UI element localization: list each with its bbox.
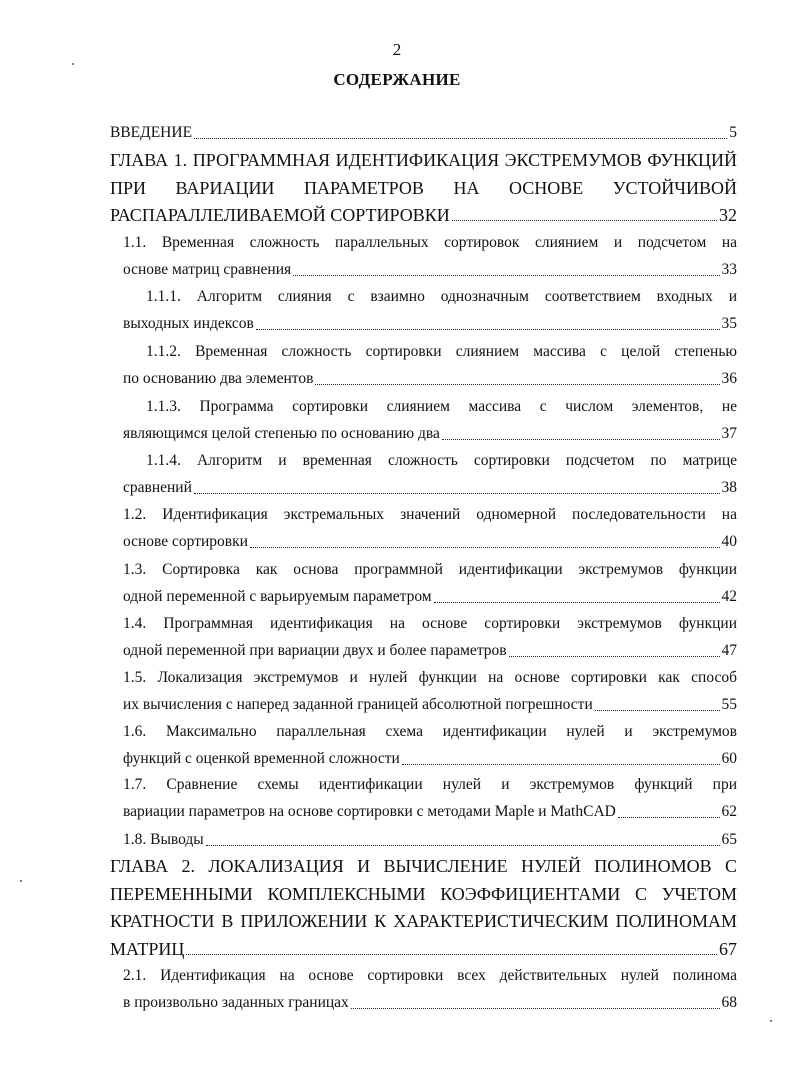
toc-page-number: 5 <box>729 124 737 141</box>
toc-entry[interactable] <box>0 394 737 450</box>
toc-entry[interactable] <box>0 557 737 613</box>
dot-leader <box>186 954 717 955</box>
toc-entry-last-line <box>123 421 737 447</box>
toc-entry-text: выходных индексов <box>123 315 254 333</box>
toc-entry-last-line <box>110 202 737 228</box>
dot-leader <box>250 547 720 548</box>
toc-entry[interactable] <box>0 120 737 149</box>
toc-entry-text: их вычисления с наперед заданной границей абсолютной погрешности <box>123 696 593 714</box>
toc-entry-text: 1.8. Выводы <box>123 831 204 848</box>
toc-entry-line <box>110 853 737 879</box>
toc-entry-text: ГЛАВА 1. ПРОГРАММНАЯ ИДЕНТИФИКАЦИЯ ЭКСТРЕМУМОВ ФУНКЦИЙ <box>110 150 737 170</box>
toc-entry-line <box>123 772 737 798</box>
toc-page-number: 40 <box>721 533 737 551</box>
toc-entry-last-line <box>123 257 737 283</box>
toc-entry[interactable] <box>0 611 737 667</box>
toc-entry-text: 1.1.3. Программа сортировки слиянием массива с числом элементов, не <box>146 398 737 415</box>
toc-page-number: 33 <box>721 261 737 279</box>
toc-entry[interactable] <box>0 284 737 340</box>
toc-entry-text: 1.1. Временная сложность параллельных сортировок слиянием и подсчетом на <box>123 234 737 251</box>
toc-entry-text: КРАТНОСТИ В ПРИЛОЖЕНИИ К ХАРАКТЕРИСТИЧЕСКИМ ПОЛИНОМАМ <box>110 911 737 931</box>
toc-entry-line <box>146 284 737 310</box>
toc-page-number: 68 <box>721 994 737 1012</box>
toc-entry-text: сравнений <box>123 479 192 497</box>
toc-entry[interactable] <box>0 230 737 286</box>
toc-entry-text: МАТРИЦ <box>110 938 185 959</box>
dot-leader <box>618 817 720 818</box>
toc-page-number: 37 <box>721 425 737 443</box>
scan-speck <box>770 1020 772 1022</box>
dot-leader <box>206 845 720 846</box>
toc-page-number: 35 <box>721 315 737 333</box>
toc-page-number: 60 <box>721 750 737 768</box>
toc-entry-line <box>110 175 737 201</box>
dot-leader <box>315 384 719 385</box>
toc-entry-text: вариации параметров на основе сортировки с методами Maple и MathCAD <box>123 803 616 821</box>
toc-entry-text: ВВЕДЕНИЕ <box>110 124 193 141</box>
toc-entry-text: 1.3. Сортировка как основа программной идентификации экстремумов функции <box>123 561 737 578</box>
toc-entry[interactable] <box>0 665 737 721</box>
toc-entry-text: 2.1. Идентификация на основе сортировки всех действительных нулей полинома <box>123 967 737 984</box>
toc-entry-text: 1.7. Сравнение схемы идентификации нулей и экстремумов функций при <box>123 776 737 793</box>
toc-entry-last-line <box>123 746 737 772</box>
dot-leader <box>293 275 719 276</box>
toc-entry-line <box>123 719 737 745</box>
toc-entry[interactable] <box>0 448 737 504</box>
toc-entry[interactable] <box>0 502 737 558</box>
toc-page-number: 32 <box>719 205 737 225</box>
toc-entry-last-line <box>123 692 737 718</box>
dot-leader <box>595 710 720 711</box>
toc-entry-text: 1.5. Локализация экстремумов и нулей функции на основе сортировки как способ <box>123 669 737 686</box>
toc-entry-line <box>146 394 737 420</box>
toc-entry-line <box>123 502 737 528</box>
toc-entry-text: функций с оценкой временной сложности <box>123 750 400 768</box>
toc-entry-line <box>123 611 737 637</box>
toc-page-number: 38 <box>721 479 737 497</box>
dot-leader <box>194 138 727 139</box>
toc-entry-text: основе матриц сравнения <box>123 261 292 279</box>
toc-entry-last-line <box>123 529 737 555</box>
toc-page-number: 36 <box>721 370 737 388</box>
toc-entry-text: ГЛАВА 2. ЛОКАЛИЗАЦИЯ И ВЫЧИСЛЕНИЕ НУЛЕЙ ПОЛИНОМОВ С <box>110 856 737 876</box>
toc-entry-text: являющимся целой степенью по основанию два <box>123 425 440 443</box>
toc-entry-line <box>110 881 737 907</box>
toc-page-number: 55 <box>721 696 737 714</box>
dot-leader <box>256 329 720 330</box>
scan-speck <box>20 880 22 882</box>
toc-entry-last-line <box>123 990 737 1016</box>
toc-entry-text: 1.2. Идентификация экстремальных значений одномерной последовательности на <box>123 506 737 523</box>
toc-entry[interactable] <box>0 772 737 828</box>
toc-entry[interactable] <box>0 963 737 1019</box>
toc-entry-text: 1.6. Максимально параллельная схема идентификации нулей и экстремумов <box>123 723 737 740</box>
toc-entry-last-line <box>123 799 737 825</box>
toc-entry-chapter[interactable] <box>0 147 737 232</box>
toc-page-number: 65 <box>721 831 737 848</box>
toc-page-number: 47 <box>721 642 737 660</box>
toc-entry-last-line <box>123 827 737 853</box>
dot-leader <box>434 602 720 603</box>
toc-entry-text: РАСПАРАЛЛЕЛИВАЕМОЙ СОРТИРОВКИ <box>110 205 450 225</box>
toc-entry-text: 1.1.2. Временная сложность сортировки слиянием массива с целой степенью <box>146 343 737 360</box>
dot-leader <box>402 764 720 765</box>
scan-speck <box>72 63 74 65</box>
toc-entry-text: 1.4. Программная идентификация на основе сортировки экстремумов функции <box>123 615 737 632</box>
dot-leader <box>442 439 720 440</box>
page-title: СОДЕРЖАНИЕ <box>333 70 461 89</box>
dot-leader <box>452 220 717 221</box>
toc-entry-line <box>123 665 737 691</box>
toc-entry-text: одной переменной с варьируемым параметром <box>123 588 432 606</box>
toc-entry-text: ПЕРЕМЕННЫМИ КОМПЛЕКСНЫМИ КОЭФФИЦИЕНТАМИ С УЧЕТОМ <box>110 883 737 904</box>
toc-entry[interactable] <box>0 827 737 856</box>
toc-entry[interactable] <box>0 719 737 775</box>
toc-entry-last-line <box>123 475 737 501</box>
dot-leader <box>194 493 720 494</box>
dot-leader <box>509 656 720 657</box>
toc-entry-line <box>146 339 737 365</box>
toc-entry-text: ПРИ ВАРИАЦИИ ПАРАМЕТРОВ НА ОСНОВЕ УСТОЙЧИВОЙ <box>110 177 737 198</box>
toc-entry-chapter[interactable] <box>0 853 737 965</box>
toc-entry-last-line <box>123 311 737 337</box>
toc-entry-text: по основанию два элементов <box>123 370 314 388</box>
toc-page-number: 42 <box>721 588 737 606</box>
toc-entry-line <box>123 557 737 583</box>
page-number: 2 <box>392 40 402 59</box>
toc-entry-text: в произвольно заданных границах <box>123 994 349 1012</box>
toc-entry-text: основе сортировки <box>123 533 248 551</box>
toc-entry-text: 1.1.1. Алгоритм слияния с взаимно однозначным соответствием входных и <box>146 288 737 305</box>
toc-entry-last-line <box>110 120 737 146</box>
toc-entry-text: одной переменной при вариации двух и более параметров <box>123 642 507 660</box>
toc-entry-line <box>146 448 737 474</box>
toc-page-number: 67 <box>719 938 737 959</box>
toc-entry-line <box>123 963 737 989</box>
toc-entry-line <box>110 147 737 173</box>
toc-entry-last-line <box>123 366 737 392</box>
toc-entry-line <box>110 908 737 934</box>
toc-entry-last-line <box>123 584 737 610</box>
dot-leader <box>351 1008 720 1009</box>
toc-entry[interactable] <box>0 339 737 395</box>
toc-page-number: 62 <box>721 803 737 821</box>
toc-entry-line <box>123 230 737 256</box>
toc-entry-last-line <box>123 638 737 664</box>
toc-entry-last-line <box>110 936 737 962</box>
toc-entry-text: 1.1.4. Алгоритм и временная сложность сортировки подсчетом по матрице <box>146 452 737 469</box>
